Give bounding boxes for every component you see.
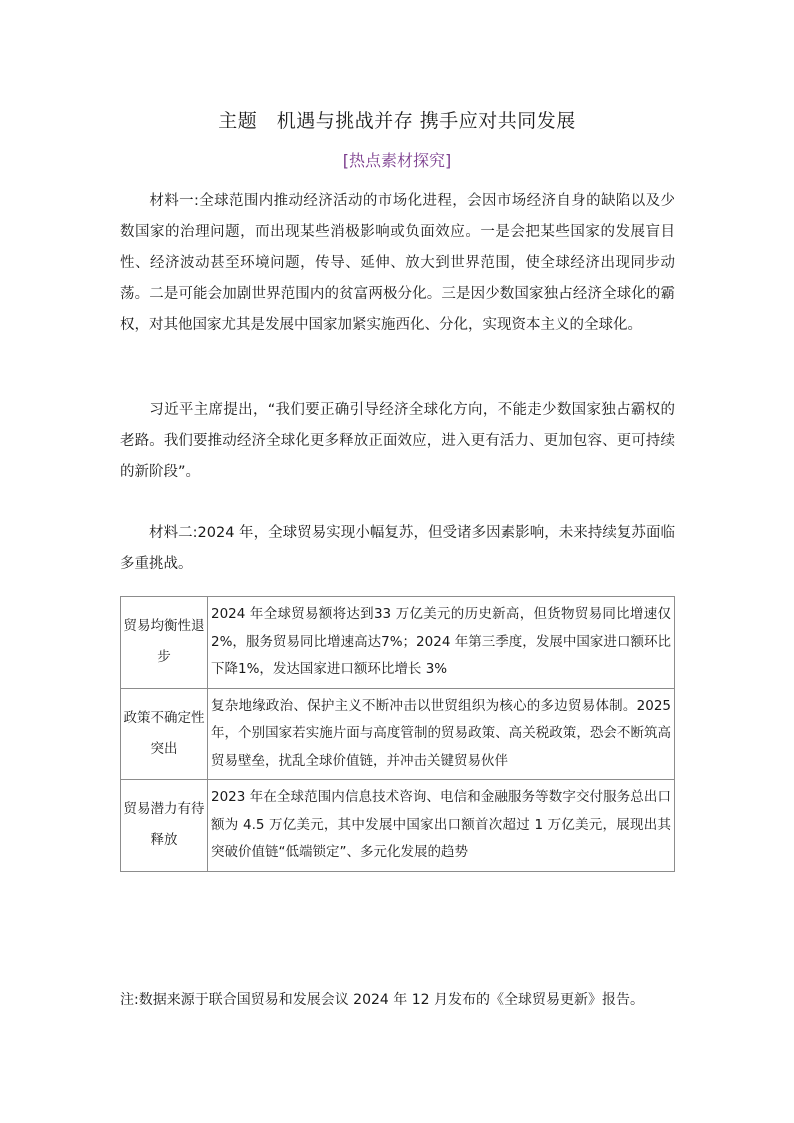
table-row [121,688,675,780]
table-row [121,597,675,689]
row-label: 政策不确定性突出 [121,688,208,780]
table-row [121,780,675,872]
material-one-paragraph [120,186,675,341]
quote-paragraph [120,395,675,488]
quote-text: 习近平主席提出，“我们要正确引导经济全球化方向，不能走少数国家独占霸权的老路。我们要推动经济全球化更多释放正面效应，进入更有活力、更加包容、更可持续的新阶段”。 [120,402,675,480]
row-label: 贸易潜力有待释放 [121,780,208,872]
page-title: 主题 机遇与挑战并存 携手应对共同发展 [218,110,576,132]
material-two-text: 材料二:2024 年，全球贸易实现小幅复苏，但受诸多因素影响，未来持续复苏面临多重挑战。 [120,525,675,572]
row-label: 贸易均衡性退步 [121,597,208,689]
section-subtitle: [热点素材探究] [342,151,452,170]
source-note: 注:数据来源于联合国贸易和发展会议 2024 年 12 月发布的《全球贸易更新》报告。 [120,992,644,1008]
material-two-paragraph [120,518,675,580]
row-content: 2024 年全球贸易额将达到33 万亿美元的历史新高，但货物贸易同比增速仅2%，服务贸易同比增速高达7%；2024 年第三季度，发展中国家进口额环比下降1%，发达国家进口额环比增长 3% [208,597,675,689]
trade-challenges-table [120,596,675,872]
material-one-text: 材料一:全球范围内推动经济活动的市场化进程，会因市场经济自身的缺陷以及少数国家的治理问题，而出现某些消极影响或负面效应。一是会把某些国家的发展盲目性、经济波动甚至环境问题，传导、延伸、放大到世界范围，使全球经济出现同步动荡。二是可能会加剧世界范围内的贫富两极分化。三是因少数国家独占经济全球化的霸权，对其他国家尤其是发展中国家加紧实施西化、分化，实现资本主义的全球化。 [120,193,675,333]
row-content: 2023 年在全球范围内信息技术咨询、电信和金融服务等数字交付服务总出口额为 4.5 万亿美元，其中发展中国家出口额首次超过 1 万亿美元，展现出其突破价值链“低端锁定”、多元化发展的趋势 [208,780,675,872]
row-content: 复杂地缘政治、保护主义不断冲击以世贸组织为核心的多边贸易体制。2025 年，个别国家若实施片面与高度管制的贸易政策、高关税政策，恐会不断筑高贸易壁垒，扰乱全球价值链，并冲击关键贸易伙伴 [208,688,675,780]
